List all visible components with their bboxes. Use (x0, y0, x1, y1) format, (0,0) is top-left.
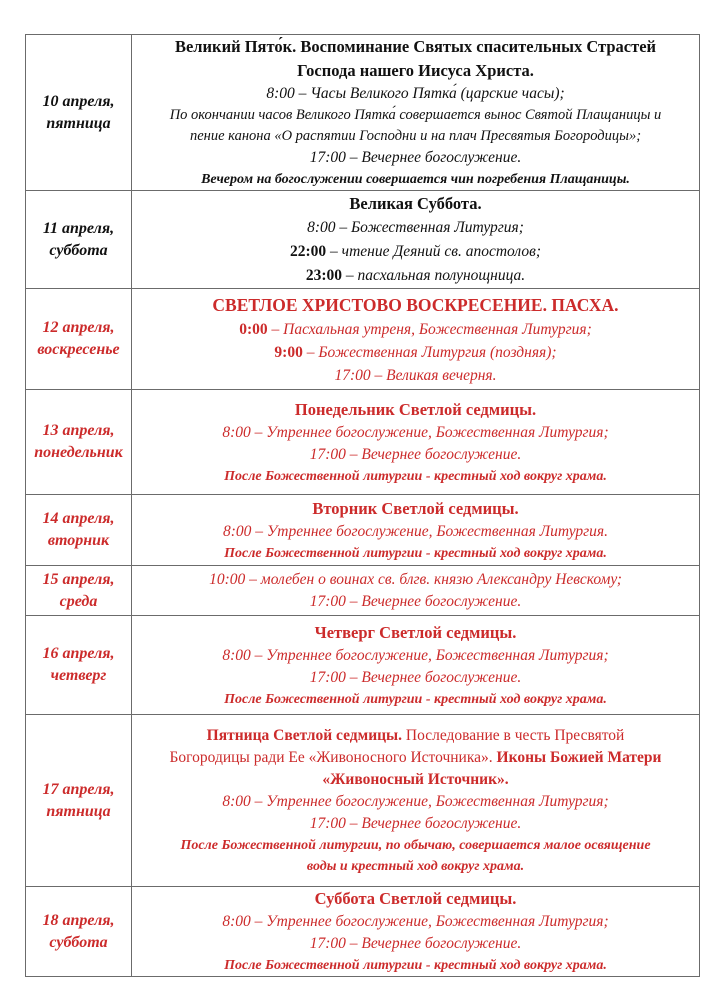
date-cell (26, 566, 132, 616)
service-line: 8:00 – Утреннее богослужение, Божественная Литургия. (222, 522, 609, 540)
day-title: СВЕТЛОЕ ХРИСТОВО ВОСКРЕСЕНИЕ. ПАСХА. (212, 294, 619, 315)
service-line: 8:00 – Утреннее богослужение, Божественная Литургия; (222, 913, 609, 930)
day-title: Суббота Светлой седмицы. (314, 889, 517, 908)
service-note: После Божественной литургии, по обычаю, совершается малое освящение (180, 837, 651, 853)
table-row (26, 289, 700, 390)
service-line: 17:00 – Вечернее богослужение. (309, 935, 522, 952)
service-time: 23:00 (305, 266, 343, 284)
service-line: 17:00 – Вечернее богослужение. (309, 814, 522, 832)
weekday-label: вторник (47, 532, 110, 549)
table-row (26, 566, 700, 616)
date-cell (26, 35, 132, 191)
service-time: 0:00 (239, 320, 268, 338)
day-title: Пятница Светлой седмицы. (206, 726, 403, 744)
service-time: 22:00 (290, 242, 327, 260)
icon-title-cont: «Живоносный Источник». (322, 770, 509, 788)
service-cell (132, 191, 700, 289)
day-intro-text: Богородицы ради Ее «Живоносного Источника». (169, 748, 493, 766)
day-title: Понедельник Светлой седмицы. (294, 399, 537, 419)
day-intro (136, 725, 695, 747)
day-intro-cont (136, 747, 695, 769)
table-row (26, 887, 700, 977)
table-row (26, 495, 700, 566)
weekday-label: суббота (49, 241, 108, 259)
service-line: 17:00 – Вечернее богослужение. (309, 445, 522, 463)
service-line: 17:00 – Великая вечерня. (334, 366, 497, 384)
service-note: После Божественной литургии - крестный ход вокруг храма. (224, 958, 607, 973)
service-cell (132, 35, 700, 191)
service-line: 8:00 – Утреннее богослужение, Божественная Литургия; (222, 792, 609, 810)
table-row (26, 390, 700, 495)
day-title-cont: Господа нашего Иисуса Христа. (297, 61, 534, 80)
service-text: – Пасхальная утреня, Божественная Литургия; (267, 320, 592, 338)
service-text: – пасхальная полунощница. (342, 266, 526, 284)
weekday-label: пятница (46, 802, 111, 820)
weekday-label: воскресенье (37, 341, 120, 358)
date-cell (26, 715, 132, 887)
service-cell (132, 715, 700, 887)
weekday-label: суббота (49, 933, 108, 951)
schedule-table (25, 34, 700, 977)
icon-title: Иконы Божией Матери (492, 748, 662, 766)
service-note: После Божественной литургии - крестный ход вокруг храма. (224, 691, 607, 707)
date-label: 12 апреля, (42, 319, 115, 336)
service-note: После Божественной литургии - крестный ход вокруг храма. (224, 545, 607, 561)
date-label: 16 апреля, (42, 645, 115, 662)
day-title: Вторник Светлой седмицы. (312, 498, 519, 518)
date-label: 17 апреля, (42, 780, 115, 798)
table-row (26, 191, 700, 289)
date-cell (26, 390, 132, 495)
service-line: пение канона «О распятии Господни и на плач Пресвятыя Богородицы»; (189, 128, 642, 144)
weekday-label: четверг (50, 667, 107, 684)
table-row (26, 35, 700, 191)
service-line (136, 341, 695, 364)
service-line: 8:00 – Утреннее богослужение, Божественная Литургия; (222, 646, 609, 664)
date-cell (26, 616, 132, 715)
date-label: 11 апреля, (42, 219, 115, 237)
date-cell (26, 887, 132, 977)
table-row (26, 715, 700, 887)
service-line: 8:00 – Утреннее богослужение, Божественная Литургия; (222, 423, 609, 441)
service-line: 10:00 – молебен о воинах св. блгв. князю Александру Невскому; (209, 570, 622, 588)
service-line: 8:00 – Часы Великого Пятка́ (царские часы); (266, 85, 565, 102)
service-time: 9:00 (274, 343, 303, 361)
day-title: Великий Пято́к. Воспоминание Святых спасительных Страстей (174, 37, 657, 56)
service-note: Вечером на богослужении совершается чин погребения Плащаницы. (201, 172, 630, 187)
service-line: 17:00 – Вечернее богослужение. (309, 592, 522, 610)
date-label: 14 апреля, (42, 510, 115, 527)
service-line: 8:00 – Божественная Литургия; (307, 218, 524, 236)
date-label: 15 апреля, (42, 570, 115, 588)
day-title: Великая Суббота. (349, 193, 482, 213)
service-line (136, 318, 695, 341)
table-row (26, 616, 700, 715)
service-line: 17:00 – Вечернее богослужение. (309, 149, 522, 166)
weekday-label: понедельник (34, 444, 123, 461)
date-label: 13 апреля, (42, 422, 115, 439)
service-note-cont: воды и крестный ход вокруг храма. (306, 858, 525, 874)
date-label: 10 апреля, (42, 92, 115, 110)
service-cell (132, 887, 700, 977)
service-line: По окончании часов Великого Пятка́ совершается вынос Святой Плащаницы и (169, 107, 662, 123)
service-text: – чтение Деяний св. апостолов; (326, 242, 541, 260)
service-line (136, 264, 695, 288)
weekday-label: среда (59, 592, 98, 610)
service-note: После Божественной литургии - крестный ход вокруг храма. (224, 468, 607, 484)
date-cell (26, 495, 132, 566)
service-line: 17:00 – Вечернее богослужение. (309, 668, 522, 686)
day-intro-text: Последование в честь Пресвятой (402, 726, 625, 744)
service-cell (132, 495, 700, 566)
date-cell (26, 289, 132, 390)
date-cell (26, 191, 132, 289)
service-cell (132, 616, 700, 715)
service-line (136, 240, 695, 264)
service-text: – Божественная Литургия (поздняя); (302, 343, 557, 361)
service-cell (132, 289, 700, 390)
weekday-label: пятница (46, 114, 111, 132)
service-cell (132, 566, 700, 616)
date-label: 18 апреля, (42, 911, 115, 929)
service-cell (132, 390, 700, 495)
day-title: Четверг Светлой седмицы. (314, 622, 517, 642)
